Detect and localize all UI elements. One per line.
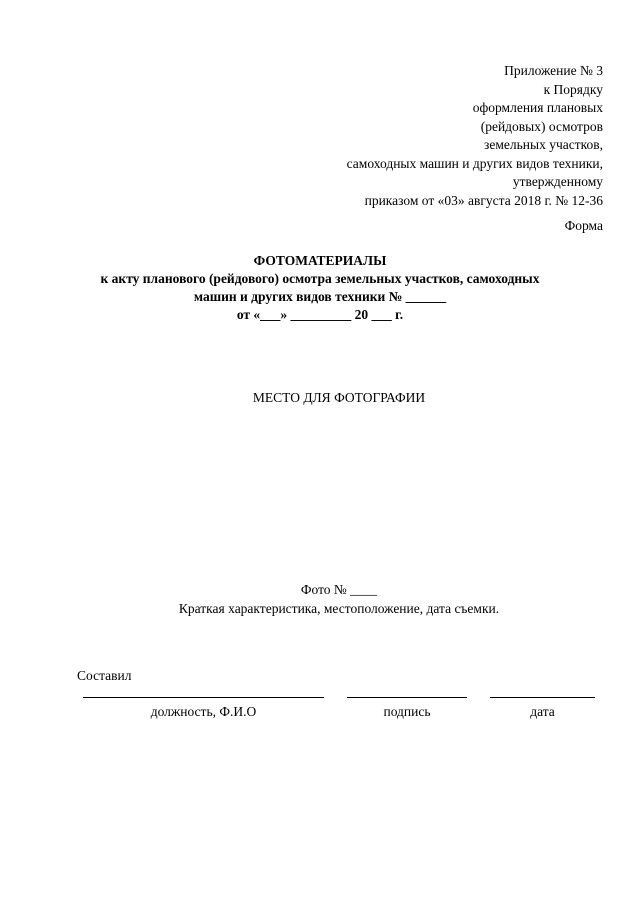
date-label: дата [530, 704, 555, 719]
appendix-line: оформления плановых [472, 100, 603, 115]
photo-caption [0, 580, 640, 618]
appendix-line: утвержденному [512, 174, 603, 189]
date-line [490, 697, 595, 698]
appendix-line: земельных участков, [484, 137, 603, 152]
appendix-line: (рейдовых) осмотров [480, 118, 603, 134]
position-label: должность, Ф.И.О [150, 704, 257, 719]
form-label: Форма [564, 218, 603, 233]
title-line: от «___» _________ 20 ___ г. [236, 307, 404, 322]
appendix-line: приказом от «03» августа 2018 г. № 12-36 [364, 192, 603, 208]
photo-placeholder: МЕСТО ДЛЯ ФОТОГРАФИИ [252, 390, 426, 405]
compiled-by-label: Составил [77, 668, 132, 683]
appendix-reference [347, 62, 603, 210]
appendix-line: к Порядку [543, 81, 603, 97]
appendix-line: Приложение № 3 [504, 63, 603, 78]
position-line [83, 697, 324, 698]
title-line: машин и других видов техники № ______ [193, 289, 447, 304]
document-title [0, 252, 640, 324]
photo-number: Фото № ____ [300, 582, 378, 597]
photo-description: Краткая характеристика, местоположение, дата съемки. [178, 601, 500, 616]
signature-label: подпись [383, 704, 431, 719]
title-heading: ФОТОМАТЕРИАЛЫ [253, 253, 387, 268]
title-line: к акту планового (рейдового) осмотра земельных участков, самоходных [100, 271, 540, 286]
signature-line [347, 697, 467, 698]
appendix-line: самоходных машин и других видов техники, [346, 155, 603, 171]
